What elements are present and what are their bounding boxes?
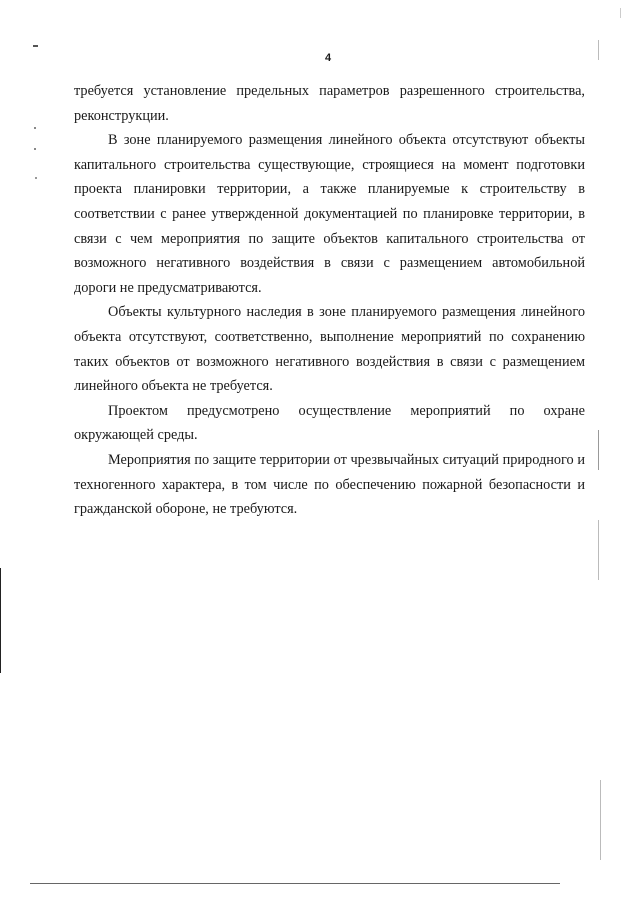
scan-edge-line	[598, 430, 599, 470]
scan-mark	[33, 45, 38, 47]
scan-edge-line	[30, 883, 560, 884]
paragraph-1: требуется установление предельных параметров разрешенного строительства, реконструкции.	[74, 83, 585, 124]
scan-mark	[34, 127, 36, 129]
scan-edge-line	[598, 520, 599, 580]
scan-mark	[34, 148, 36, 150]
scan-edge-line	[0, 568, 1, 673]
scan-edge-line	[600, 780, 601, 860]
paragraph-3: Объекты культурного наследия в зоне планируемого размещения линейного объекта отсутствуют, соответственно, выполнение мероприятий по сохранению таких объектов от возможного негативного воздействия в связи с размещением линейного объекта не требуется.	[74, 304, 585, 395]
scan-edge-line	[598, 40, 599, 60]
page-number: 4	[324, 52, 332, 64]
scan-mark	[620, 8, 621, 18]
document-body	[74, 79, 585, 522]
paragraph-5: Мероприятия по защите территории от чрезвычайных ситуаций природного и техногенного характера, в том числе по обеспечению пожарной безопасности и гражданской обороне, не требуются.	[74, 451, 585, 518]
paragraph-2: В зоне планируемого размещения линейного объекта отсутствуют объекты капитального строительства существующие, строящиеся на момент подготовки проекта планировки территории, а также планируемые к строительству в соответствии с ранее утвержденной документацией по планировке территории, в связи с чем мероприятия по защите объектов капитального строительства от возможного негативного воздействия в связи с размещением автомобильной дороги не предусматриваются.	[74, 132, 585, 296]
paragraph-4: Проектом предусмотрено осуществление мероприятий по охране окружающей среды.	[74, 402, 585, 444]
scan-mark	[35, 177, 37, 179]
